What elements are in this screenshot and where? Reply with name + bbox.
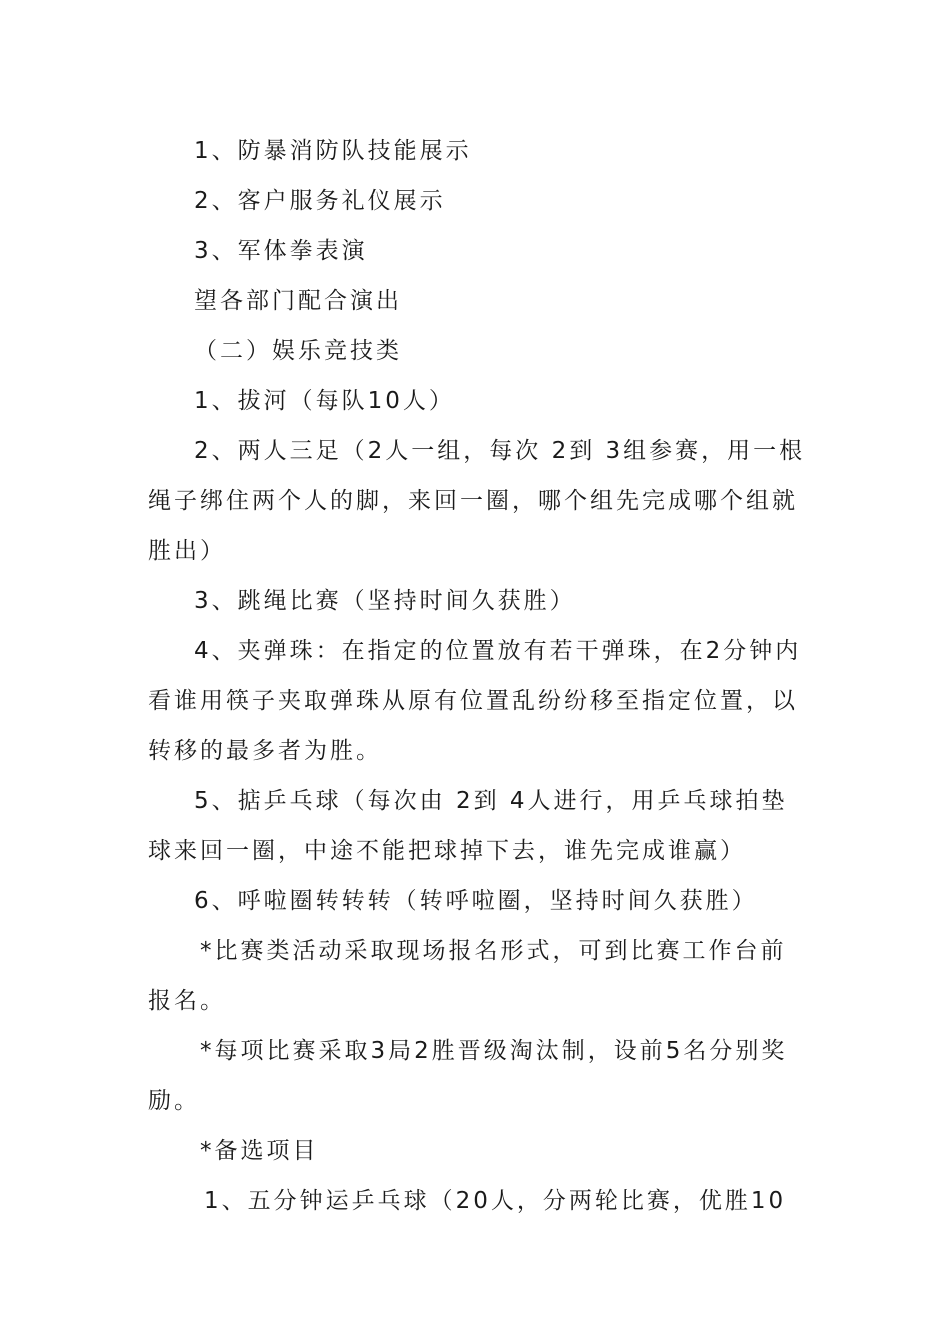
list-item-customer-service-demo: 2、客户服务礼仪展示 bbox=[194, 188, 446, 214]
paragraph-cooperation-note: 望各部门配合演出 bbox=[194, 288, 402, 314]
list-item-marble-pick: 4、夹弹珠：在指定的位置放有若干弹珠，在2分钟内看谁用筷子夹取弹珠从原有位置乱纷纷移至指定位置，以转移的最多者为胜。 bbox=[148, 638, 802, 764]
list-item-military-boxing: 3、军体拳表演 bbox=[194, 238, 368, 264]
list-item-tug-of-war: 1、拔河（每队10人） bbox=[194, 388, 455, 414]
list-item-five-minute-ping-pong: 1、五分钟运乒乓球（20人，分两轮比赛，优胜10 bbox=[204, 1188, 787, 1214]
list-item-hula-hoop: 6、呼啦圈转转转（转呼啦圈，坚持时间久获胜） bbox=[194, 888, 758, 914]
note-registration: *比赛类活动采取现场报名形式，可到比赛工作台前报名。 bbox=[148, 938, 787, 1014]
list-item-fire-team-demo: 1、防暴消防队技能展示 bbox=[194, 138, 472, 164]
list-item-ping-pong-carry: 5、掂乒乓球（每次由 2到 4人进行，用乒乓球拍垫球来回一圈，中途不能把球掉下去，谁先完成谁赢） bbox=[148, 788, 788, 864]
heading-optional-items: *备选项目 bbox=[200, 1138, 319, 1164]
list-item-jump-rope: 3、跳绳比赛（坚持时间久获胜） bbox=[194, 588, 576, 614]
list-item-three-legged-race: 2、两人三足（2人一组，每次 2到 3组参赛，用一根绳子绑住两个人的脚，来回一圈，哪个组先完成哪个组就胜出） bbox=[148, 438, 806, 564]
section-heading-entertainment: （二）娱乐竞技类 bbox=[194, 338, 402, 364]
note-elimination-rules: *每项比赛采取3局2胜晋级淘汰制，设前5名分别奖励。 bbox=[148, 1038, 788, 1114]
